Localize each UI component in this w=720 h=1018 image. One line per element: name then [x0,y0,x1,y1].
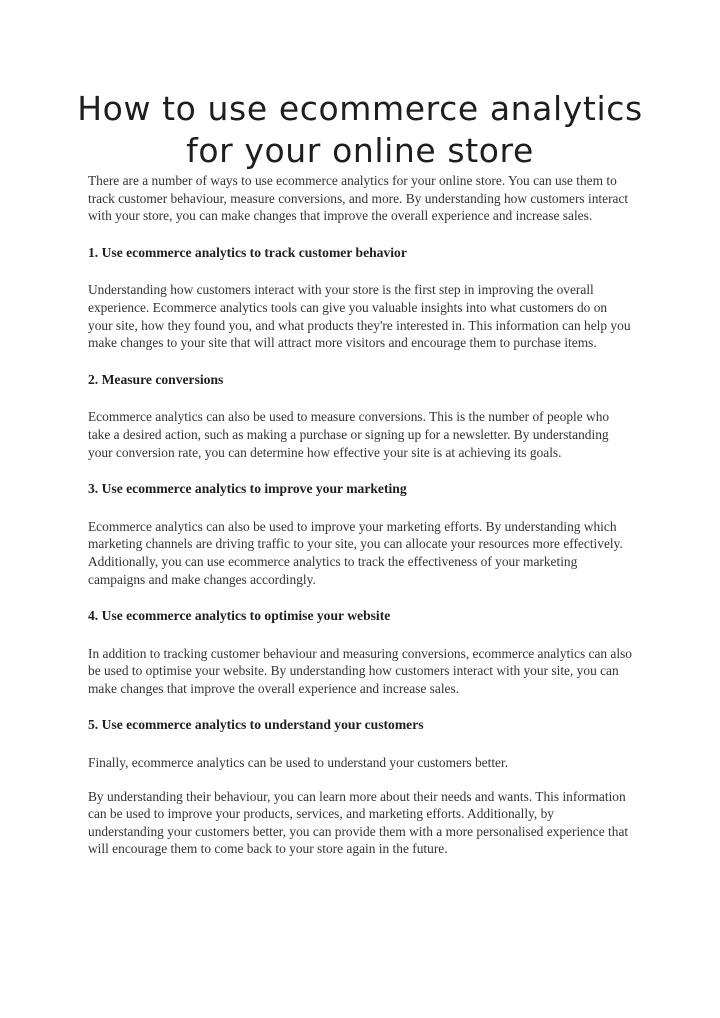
page-title: How to use ecommerce analytics for your online store [77,89,643,170]
intro-paragraph: There are a number of ways to use ecommerce analytics for your online store. You can use them to track customer behaviour, measure conversions, and more. By understanding how customers interact with your store, you can make changes that improve the overall experience and increase sales. [88,173,629,224]
section-4-paragraph: In addition to tracking customer behaviour and measuring conversions, ecommerce analytics can also be used to optimise your website. By understanding how customers interact with your site, you can make changes that improve the overall experience and increase sales. [88,645,633,696]
section-2-heading: 2. Measure conversions [88,371,224,387]
section-1-paragraph: Understanding how customers interact with your store is the first step in improving the overall experience. Ecommerce analytics tools can give you valuable insights into what customers do on your site, how they found you, and what products they're interested in. This information can help you make changes to your site that will attract more visitors and encourage them to purchase items. [88,282,631,351]
section-3-heading: 3. Use ecommerce analytics to improve your marketing [88,481,407,497]
section-5-paragraph-2: By understanding their behaviour, you can learn more about their needs and wants. This information can be used to improve your products, services, and marketing efforts. Additionally, by understanding your customers better, you can provide them with a more personalised experience that will encourage them to come back to your store again in the future. [88,788,629,857]
document-body [88,172,633,858]
section-1-heading: 1. Use ecommerce analytics to track customer behavior [88,244,407,260]
section-5-heading: 5. Use ecommerce analytics to understand your customers [88,717,424,733]
section-5-paragraph-1: Finally, ecommerce analytics can be used to understand your customers better. [88,755,509,771]
section-2-paragraph: Ecommerce analytics can also be used to measure conversions. This is the number of people who take a desired action, such as making a purchase or signing up for a newsletter. By understanding your conversion rate, you can determine how effective your site is at achieving its goals. [88,409,610,460]
section-3-paragraph: Ecommerce analytics can also be used to improve your marketing efforts. By understanding which marketing channels are driving traffic to your site, you can allocate your resources more effectively. Additionally, you can use ecommerce analytics to track the effectiveness of your marketing campaigns and make changes accordingly. [88,518,623,587]
section-4-heading: 4. Use ecommerce analytics to optimise your website [88,608,391,624]
